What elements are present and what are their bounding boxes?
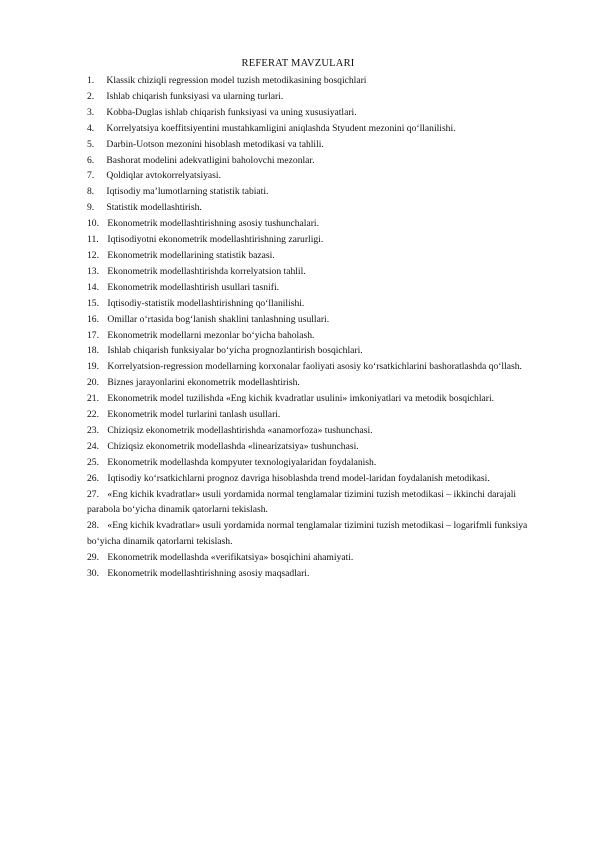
- list-item-number: 18.: [87, 345, 99, 357]
- list-item: [87, 391, 547, 407]
- list-item-text: Ekonometrik modellashtirishning asosiy tushunchalari.: [107, 218, 319, 230]
- list-item-text: Ekonometrik modellashda kompyuter texnologiyalaridan foydalanish.: [107, 456, 377, 468]
- list-item-text: Chiziqsiz ekonometrik modellashda «linearizatsiya» tushunchasi.: [107, 440, 359, 452]
- list-item-number: 13.: [87, 265, 99, 277]
- list-item: [87, 375, 547, 391]
- list-item-number: 30.: [87, 568, 99, 580]
- list-item: [87, 137, 547, 153]
- list-item: [87, 73, 547, 89]
- list-item-number: 21.: [87, 393, 99, 405]
- list-item-text: Chiziqsiz ekonometrik modellashtirishda «anamorfoza» tushunchasi.: [107, 424, 373, 436]
- list-item-text: Ekonometrik modellashtirishda korrelyatsion tahlil.: [107, 265, 306, 277]
- list-item: [87, 216, 547, 232]
- list-item: [87, 153, 547, 169]
- list-item-text: Korrelyatsion-regression modellarning korxonalar faoliyati asosiy ko‘rsatkichlarini bashoratlashda qo‘llash.: [107, 361, 522, 373]
- list-item-number: 22.: [87, 409, 99, 421]
- list-item-text: Iqtisodiyotni ekonometrik modellashtirishning zarurligi.: [107, 234, 324, 246]
- list-item: [87, 312, 547, 328]
- list-item-number: 29.: [87, 552, 99, 564]
- list-item-text: Ekonometrik modellarining statistik bazasi.: [107, 249, 275, 261]
- list-item-number: 17.: [87, 329, 99, 341]
- list-item-number: 1.: [87, 75, 95, 86]
- page-title: REFERAT MAVZULARI: [241, 58, 355, 69]
- list-item-text: Ekonometrik modellashtirish usullari tasnifi.: [107, 281, 280, 293]
- list-item: [87, 471, 547, 487]
- list-item-text: «Eng kichik kvadratlar» usuli yordamida normal tenglamalar tizimini tuzish metodikasi – ikkinchi darajali parabola bo‘yicha dinamik qatorlarni tekislash.: [87, 488, 517, 516]
- list-item-number: 9.: [87, 202, 95, 214]
- list-item-text: Bashorat modelini adekvatligini baholovchi mezonlar.: [106, 154, 315, 166]
- list-item-number: 12.: [87, 249, 99, 261]
- list-item-text: Ishlab chiqarish funksiyasi va ularning turlari.: [106, 90, 284, 102]
- list-item: [87, 264, 547, 280]
- list-item-text: Qoldiqlar avtokorrelyatsiyasi.: [106, 170, 221, 182]
- list-item-number: 2.: [87, 90, 95, 102]
- list-item: [87, 328, 547, 344]
- list-item: [87, 343, 547, 359]
- list-item-text: Iqtisodiy ma’lumotlarning statistik tabiati.: [106, 186, 269, 198]
- list-item-number: 15.: [87, 297, 99, 309]
- list-item-text: Ekonometrik modellashda «verifikatsiya» bosqichini ahamiyati.: [107, 552, 354, 564]
- list-item: [87, 423, 547, 439]
- list-item: [87, 105, 547, 121]
- list-item: [87, 200, 547, 216]
- list-item-number: 3.: [87, 106, 95, 118]
- list-item: [87, 455, 547, 471]
- list-item-text: Biznes jarayonlarini ekonometrik modellashtirish.: [107, 377, 300, 389]
- list-item: [87, 280, 547, 296]
- list-item-number: 23.: [87, 424, 99, 436]
- list-item-text: Ekonometrik model turlarini tanlash usullari.: [107, 409, 281, 421]
- list-item-number: 20.: [87, 377, 99, 389]
- list-item: [87, 232, 547, 248]
- list-item-text: Ekonometrik model tuzilishda «Eng kichik kvadratlar usulini» imkoniyatlari va metodik bosqichlari.: [107, 393, 495, 405]
- list-item-text: Kobba-Duglas ishlab chiqarish funksiyasi va uning xususiyatlari.: [106, 106, 357, 118]
- list-item-text: «Eng kichik kvadratlar» usuli yordamida normal tenglamalar tizimini tuzish metodikasi – logarifmli funksiya bo‘yicha dinamik qatorlarni tekislash.: [87, 520, 528, 548]
- list-item: [87, 168, 547, 184]
- list-item-text: Omillar o‘rtasida bog‘lanish shaklini tanlashning usullari.: [107, 313, 330, 325]
- list-item-text: Ishlab chiqarish funksiyalar bo‘yicha prognozlantirish bosqichlari.: [107, 345, 363, 357]
- list-item-text: Iqtisodiy-statistik modellashtirishning qo‘llanilishi.: [107, 297, 305, 309]
- list-item: [87, 518, 547, 550]
- list-item: [87, 296, 547, 312]
- list-item: [87, 121, 547, 137]
- list-item-text: Ekonometrik modellashtirishning asosiy maqsadlari.: [107, 568, 310, 580]
- list-item-number: 19.: [87, 361, 99, 373]
- list-item-text: Statistik modellashtirish.: [106, 202, 202, 214]
- list-item-number: 14.: [87, 281, 99, 293]
- list-item-text: Darbin-Uotson mezonini hisoblash metodikasi va tahlili.: [106, 138, 324, 150]
- list-item-number: 5.: [87, 138, 95, 150]
- list-item-number: 24.: [87, 440, 99, 452]
- list-item: [87, 89, 547, 105]
- list-item-text: Klassik chiziqli regression model tuzish metodikasining bosqichlari: [106, 75, 367, 86]
- list-item: [87, 566, 547, 582]
- list-item: [87, 184, 547, 200]
- list-item-text: Ekonometrik modellarni mezonlar bo‘yicha baholash.: [107, 329, 315, 341]
- list-item-number: 28.: [87, 520, 99, 532]
- list-item-number: 8.: [87, 186, 95, 198]
- list-item: [87, 439, 547, 455]
- list-item-number: 4.: [87, 122, 95, 134]
- list-item: [87, 359, 547, 375]
- list-item: [87, 407, 547, 423]
- list-item-number: 27.: [87, 488, 99, 500]
- topic-list: [87, 73, 547, 582]
- list-item-text: Iqtisodiy ko‘rsatkichlarni prognoz davriga hisoblashda trend model-laridan foydalanish metodikasi.: [107, 472, 490, 484]
- list-item: [87, 550, 547, 566]
- list-item-number: 11.: [87, 234, 99, 246]
- list-item-number: 6.: [87, 154, 95, 166]
- list-item-number: 26.: [87, 472, 99, 484]
- list-item: [87, 248, 547, 264]
- list-item-number: 10.: [87, 218, 99, 230]
- list-item-number: 7.: [87, 170, 95, 182]
- list-item-number: 25.: [87, 456, 99, 468]
- list-item: [87, 487, 547, 519]
- list-item-text: Korrelyatsiya koeffitsiyentini mustahkamligini aniqlashda Styudent mezonini qo‘llanilishi.: [106, 122, 456, 134]
- list-item-number: 16.: [87, 313, 99, 325]
